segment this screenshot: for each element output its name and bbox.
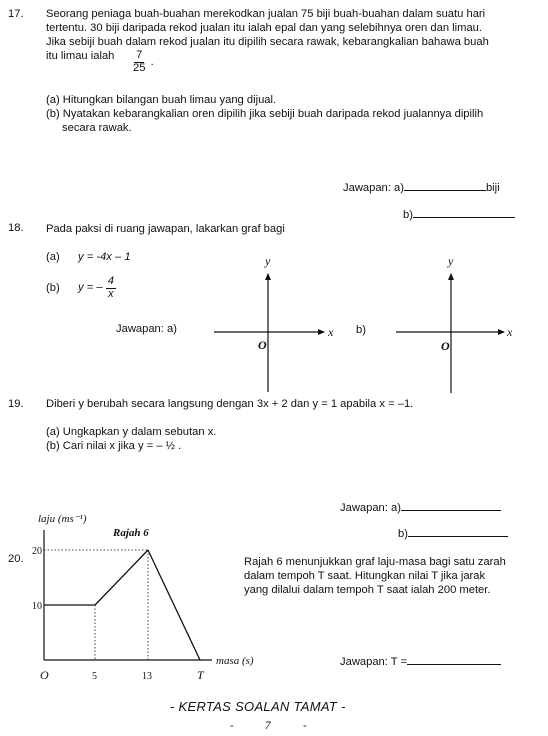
origin-label-b: O <box>441 339 450 353</box>
fraction-numerator: 7 <box>136 49 143 61</box>
question-20-line-3: yang dilalui dalam tempoh T saat ialah 200 meter. <box>244 584 491 596</box>
answer-17a-unit: biji <box>485 182 500 194</box>
question-20-number: 20. <box>8 553 24 565</box>
b-fraction-denominator: x <box>108 287 114 300</box>
question-17-line-4: itu limau ialah <box>46 50 115 62</box>
question-19-number: 19. <box>8 398 24 410</box>
answer-20-label: Jawapan: T = <box>340 656 408 668</box>
question-18-text: Pada paksi di ruang jawapan, lakarkan graf bagi <box>46 223 285 235</box>
x-tick-label-5: 5 <box>92 671 97 682</box>
x-tick-label-13: 13 <box>142 671 152 682</box>
fraction-period: . <box>150 56 154 69</box>
graph-segment-3 <box>148 550 200 660</box>
page-number: 7 <box>265 720 271 732</box>
question-17-line-2: tertentu. 30 biji daripada rekod jualan itu ialah epal dan yang selebihnya oren dan limau. <box>46 22 482 34</box>
y-axis-label-b: y <box>448 254 454 268</box>
chart-title: Rajah 6 <box>113 527 149 539</box>
question-19-text: Diberi y berubah secara langsung dengan 3x + 2 dan y = 1 apabila x = –1. <box>46 398 414 410</box>
question-20-line-1: Rajah 6 menunjukkan graf laju-masa bagi satu zarah <box>244 556 506 568</box>
fraction-denominator: 25 <box>133 61 146 74</box>
question-17-number: 17. <box>8 8 24 20</box>
answer-18b-label: b) <box>356 324 366 336</box>
answer-19a-label: Jawapan: a) <box>340 502 401 514</box>
question-17-part-b-line-2: secara rawak. <box>62 122 132 134</box>
footer-dash-left: - <box>230 720 234 732</box>
answer-18a-label: Jawapan: a) <box>116 323 177 335</box>
end-of-paper: - KERTAS SOALAN TAMAT - <box>170 699 346 714</box>
x-axis-label-b: x <box>507 325 513 339</box>
question-20-line-2: dalam tempoh T saat. Hitungkan nilai T jika jarak <box>244 570 486 582</box>
question-18-a-label: (a) <box>46 251 60 263</box>
footer-dash-right: - <box>303 720 307 732</box>
question-18-number: 18. <box>8 222 24 234</box>
answer-17a-label: Jawapan: a) <box>343 182 404 194</box>
question-18-a-equation: y = -4x – 1 <box>78 251 131 263</box>
question-19-part-a: (a) Ungkapkan y dalam sebutan x. <box>46 426 217 438</box>
question-17-part-b-line-1: (b) Nyatakan kebarangkalian oren dipilih jika sebiji buah daripada rekod jualannya dipilih <box>46 108 484 120</box>
x-axis-label-a: x <box>328 325 334 339</box>
question-19-part-b: (b) Cari nilai x jika y = – ½ . <box>46 440 182 452</box>
graph-segment-2 <box>95 550 148 605</box>
x-tick-label-o: O <box>40 668 49 682</box>
b-fraction-numerator: 4 <box>107 275 114 287</box>
origin-label-a: O <box>258 338 267 352</box>
chart-ylabel: laju (ms⁻¹) <box>38 513 87 525</box>
answer-17b-label: b) <box>403 209 413 221</box>
answer-19b-label: b) <box>398 528 408 540</box>
chart-xlabel: masa (s) <box>216 655 254 667</box>
question-17-line-3: Jika sebiji buah dalam rekod jualan itu dipilih secara rawak, kebarangkalian bahawa buah <box>46 36 489 48</box>
y-tick-label-10: 10 <box>32 601 42 612</box>
y-axis-label-a: y <box>265 254 271 268</box>
y-tick-label-20: 20 <box>32 546 42 557</box>
question-17-part-a: (a) Hitungkan bilangan buah limau yang dijual. <box>46 94 277 106</box>
question-17-line-1: Seorang peniaga buah-buahan merekodkan jualan 75 biji buah-buahan dalam suatu hari <box>46 8 486 20</box>
question-18-b-label: (b) <box>46 282 60 294</box>
x-tick-label-t: T <box>197 668 204 682</box>
b-equation-prefix: y = – <box>78 281 103 294</box>
